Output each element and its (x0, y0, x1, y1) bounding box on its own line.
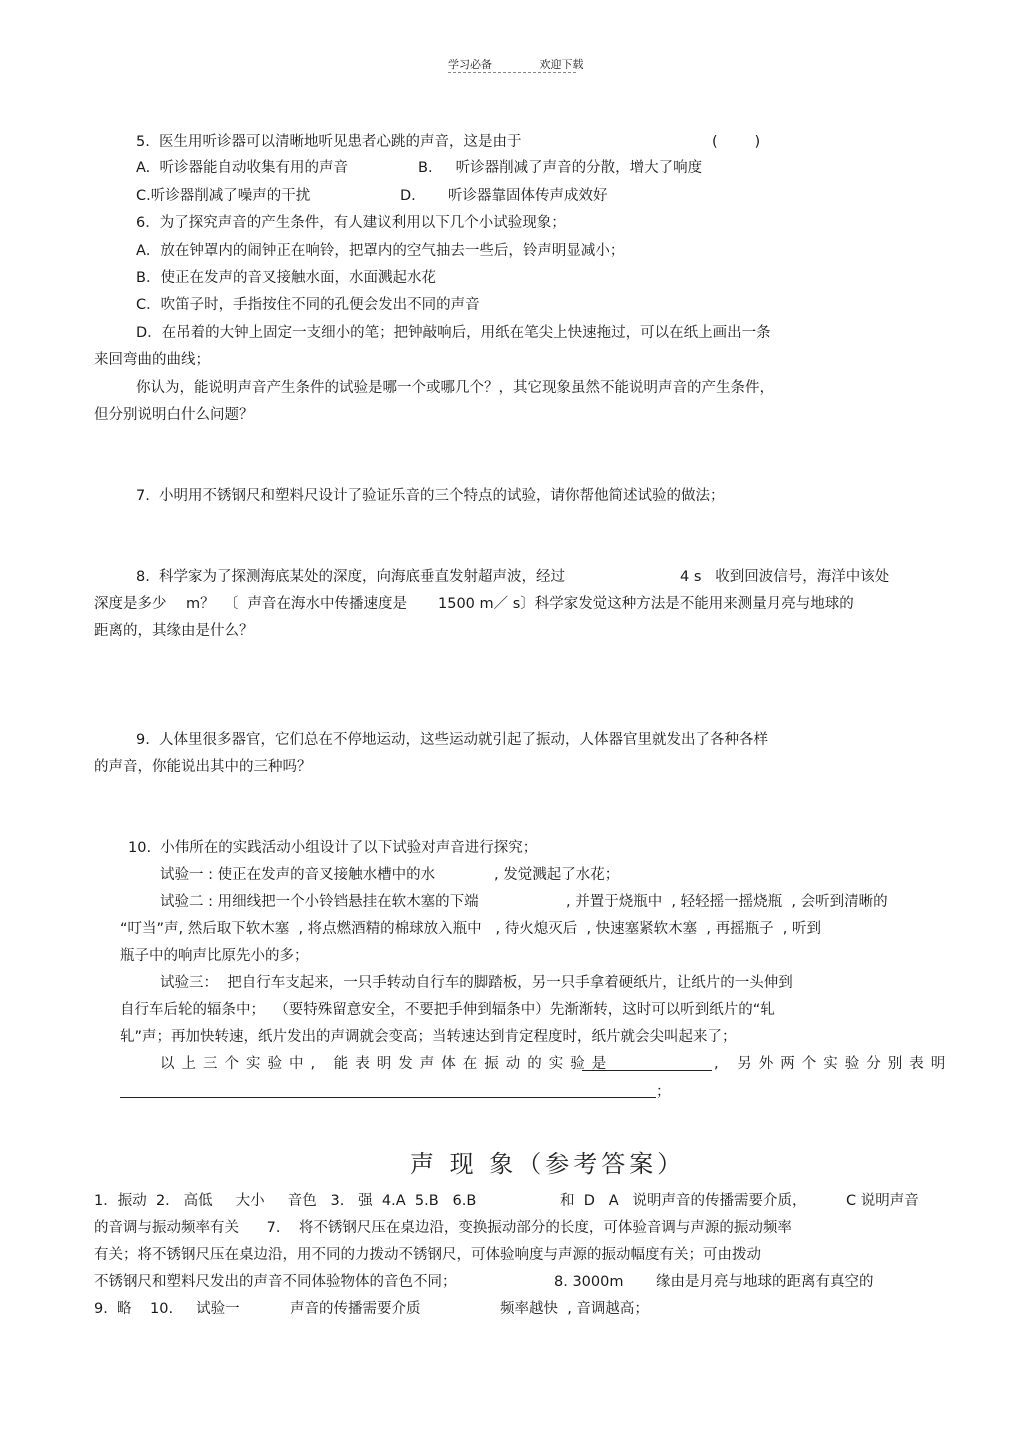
q10-exp2-b: , 并置于烧瓶中 , 轻轻摇一摇烧瓶 , 会听到清晰的 (566, 894, 888, 910)
q8-line2b: m？ 〔 声音在海水中传播速度是 (186, 596, 408, 612)
q5-option-d: D. 听诊器靠固体传声成效好 (400, 188, 608, 204)
answers-line4c: 缘由是月亮与地球的距离有真空的 (656, 1274, 874, 1290)
q10-exp1-b: , 发觉溅起了水花； (494, 867, 620, 883)
header-left: 学习必备 (448, 58, 492, 71)
answers-line5a: 9. 略 10. 试验一 (94, 1301, 240, 1317)
q5-stem: 5. 医生用听诊器可以清晰地听见患者心跳的声音，这是由于 (136, 134, 522, 150)
q10-conclusion-b: , 另外两个实验分别表明 (714, 1056, 953, 1072)
q10-exp3-b: 自行车后轮的辐条中； （要特殊留意安全，不要把手伸到辐条中）先渐渐转，这时可以听到纸片的“轧 (120, 1002, 775, 1018)
answers-line4b: 8. 3000m (554, 1274, 624, 1290)
q6-question-line1: 你认为，能说明声音产生条件的试验是哪一个或哪几个？，其它现象虽然不能说明声音的产生条件， (136, 380, 774, 396)
q5-option-a: A. 听诊器能自动收集有用的声音 (136, 160, 348, 176)
q10-stem: 10. 小伟所在的实践活动小组设计了以下试验对声音进行探究； (128, 840, 538, 856)
q8-line1a: 8. 科学家为了探测海底某处的深度，向海底垂直发射超声波，经过 (136, 569, 566, 585)
answers-line2: 的音调与振动频率有关 7. 将不锈钢尺压在桌边沿，变换振动部分的长度，可体验音调与声源的振动频率 (94, 1220, 792, 1236)
answers-line1a: 1．振动 2. 高低 大小 音色 3. 强 4.A 5.B 6.B (94, 1193, 477, 1209)
q10-exp3-c: 轧”声；再加快转速，纸片发出的声调就会变高；当转速达到肯定程度时，纸片就会尖叫起来了； (120, 1029, 737, 1045)
q6-option-b: B．使正在发声的音叉接触水面，水面溅起水花 (136, 270, 436, 286)
q8-line3: 距离的，其缘由是什么？ (94, 623, 254, 639)
q7-stem: 7. 小明用不锈钢尺和塑料尺设计了验证乐音的三个特点的试验，请你帮他简述试验的做法； (136, 488, 725, 504)
header-divider (448, 72, 576, 73)
q10-conclusion-a: 以上三个实验中, 能表明发声体在振动的实验是 (160, 1056, 614, 1072)
q6-option-d-line1: D．在吊着的大钟上固定一支细小的笔；把钟敲响后，用纸在笔尖上快速拖过，可以在纸上画出一条 (136, 325, 771, 341)
q6-option-a: A．放在钟罩内的闹钟正在响铃，把罩内的空气抽去一些后，铃声明显减小； (136, 243, 625, 259)
answers-line5b: 声音的传播需要介质 (290, 1301, 421, 1317)
page-header (448, 56, 584, 72)
q9-line2: 的声音，你能说出其中的三种吗？ (94, 759, 312, 775)
answers-line4a: 不锈钢尺和塑料尺发出的声音不同体验物体的音色不同； (94, 1274, 457, 1290)
q10-answer-blank-1[interactable] (582, 1056, 712, 1071)
q5-option-c: C.听诊器削减了噪声的干扰 (136, 188, 311, 204)
q10-exp1-a: 试验一 : 使正在发声的音叉接触水槽中的水 (160, 867, 436, 883)
q5-answer-paren: ( ) (712, 134, 761, 150)
q6-option-c: C．吹笛子时，手指按住不同的孔便会发出不同的声音 (136, 297, 480, 313)
q6-option-d-line2: 来回弯曲的曲线； (94, 352, 210, 368)
q10-answer-blank-2[interactable] (120, 1083, 656, 1098)
q10-exp2-a: 试验二 : 用细线把一个小铃铛悬挂在软木塞的下端 (160, 894, 479, 910)
answers-line3: 有关；将不锈钢尺压在桌边沿，用不同的力拨动不锈钢尺，可体验响度与声源的振动幅度有关；可由拨动 (94, 1247, 761, 1263)
answers-title: 声 现 象（参考答案） (410, 1150, 686, 1178)
answers-line1c: C 说明声音 (846, 1193, 919, 1209)
answers-line1b: 和 D A 说明声音的传播需要介质， (560, 1193, 807, 1209)
q8-line1b: 4 s 收到回波信号，海洋中该处 (680, 569, 890, 585)
q6-question-line2: 但分别说明白什么问题？ (94, 407, 254, 423)
q8-line2c: 1500 m／ s〕科学家发觉这种方法是不能用来测量月亮与地球的 (438, 596, 854, 612)
q9-line1: 9. 人体里很多器官，它们总在不停地运动，这些运动就引起了振动，人体器官里就发出了各种各样 (136, 732, 769, 748)
q10-exp2-d: 瓶子中的响声比原先小的多； (120, 948, 309, 964)
q10-exp3-a: 试验三： 把自行车支起来，一只手转动自行车的脚踏板，另一只手拿着硬纸片，让纸片的一头伸到 (160, 975, 793, 991)
q5-option-b: B. 听诊器削减了声音的分散，增大了响度 (418, 160, 703, 176)
header-right: 欢迎下载 (539, 58, 584, 71)
q8-line2a: 深度是多少 (94, 596, 167, 612)
q10-conclusion-end: ； (656, 1084, 671, 1100)
answers-line5c: 频率越快 , 音调越高； (500, 1301, 649, 1317)
q6-stem: 6．为了探究声音的产生条件，有人建议利用以下几个小试验现象； (136, 215, 566, 231)
q10-exp2-c: “叮当”声, 然后取下软木塞 , 将点燃酒精的棉球放入瓶中 , 待火熄灭后 , 快速塞紧软木塞 , 再摇瓶子 , 听到 (120, 921, 822, 937)
